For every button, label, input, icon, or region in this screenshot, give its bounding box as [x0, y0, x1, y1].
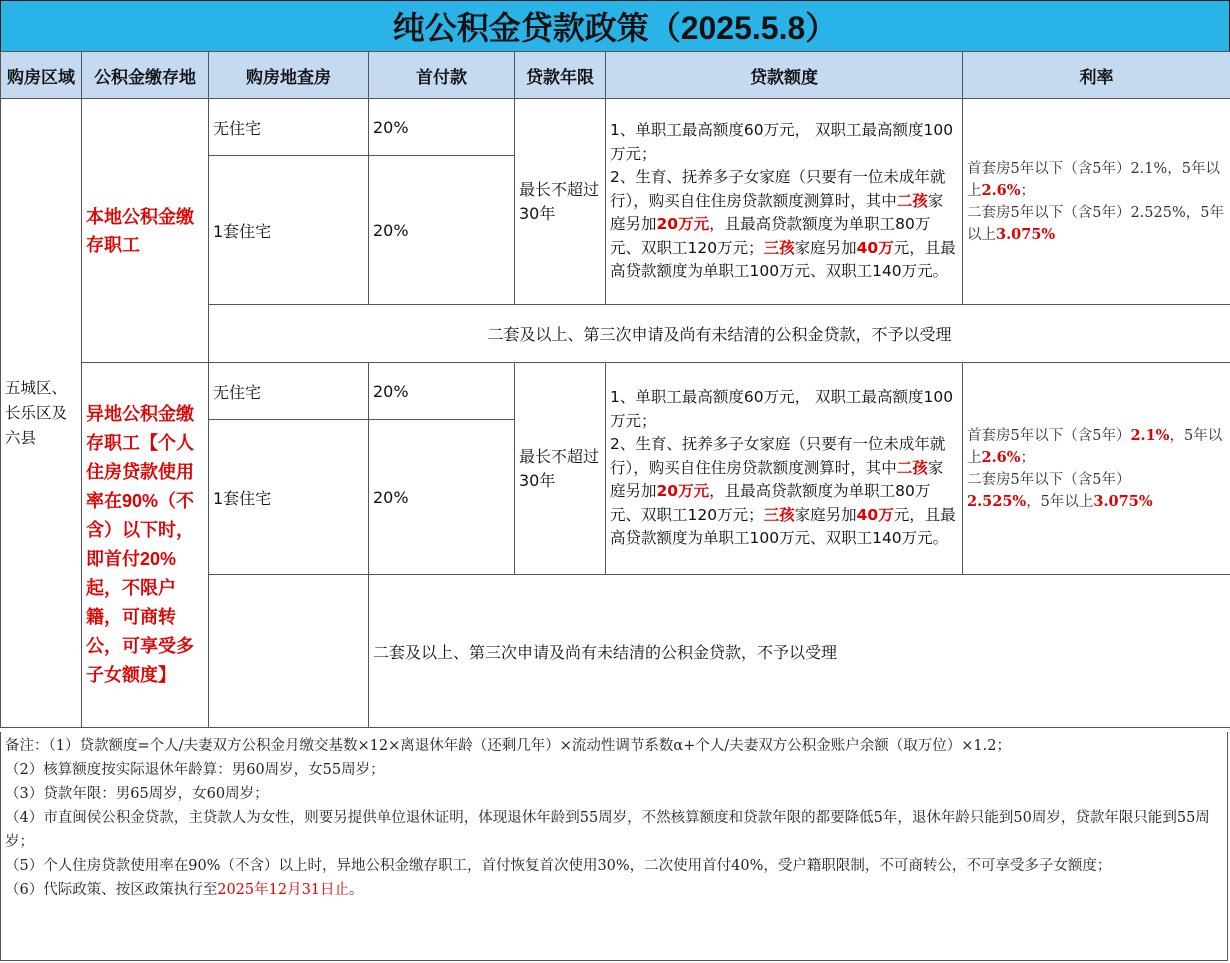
note-2: （2）核算额度按实际退休年龄算：男60周岁，女55周岁； — [5, 762, 385, 778]
note-6-deadline: 2025年12月31日止 — [217, 882, 350, 898]
rate-value: 2.1% — [1130, 426, 1170, 444]
quota-line-2: 2、生育、抚养多子女家庭（只要有一位未成年就行），购买自住住房贷款额度测算时，其中 — [610, 168, 946, 210]
rate-text: ； — [1020, 449, 1036, 466]
quota-kid2: 二孩 — [896, 191, 928, 210]
remote-quota — [606, 363, 963, 575]
header-deposit-place: 公积金缴存地 — [82, 52, 209, 99]
note-3: （3）贷款年限：男65周岁，女60周岁； — [5, 786, 269, 802]
quota-kid3: 三孩 — [763, 238, 795, 257]
remote-house-one: 1套住宅 — [209, 420, 369, 575]
remote-down-none: 20% — [369, 363, 515, 420]
table-row — [1, 363, 1230, 420]
note-5: （5）个人住房贷款使用率在90%（不含）以上时，异地公积金缴存职工，首付恢复首次使用30%，二次使用首付40%，受户籍职限制，不可商转公，不可享受多子女额度； — [5, 858, 1112, 874]
quota-add40: 40万 — [856, 238, 894, 257]
rate-text: 首套房5年以下（含5年） — [967, 427, 1131, 444]
quota-add20: 20万元 — [656, 482, 710, 501]
quota-text: 家庭另加 — [794, 505, 857, 524]
region-cell: 五城区、长乐区及六县 — [1, 99, 82, 728]
rate-text: 二套房5年以下（含5年）2.525%，5年以上 — [967, 204, 1224, 243]
header-down-payment: 首付款 — [369, 52, 515, 99]
header-house-check: 购房地查房 — [209, 52, 369, 99]
rate-text: ； — [1020, 182, 1036, 199]
local-house-none: 无住宅 — [209, 99, 369, 156]
remote-rate — [963, 363, 1230, 575]
remote-deposit-label: 异地公积金缴存职工【个人住房贷款使用率在90%（不含）以下时，即首付20%起，不限户籍，可商转公，可享受多子女额度】 — [82, 363, 209, 728]
local-rate — [963, 99, 1230, 305]
rate-text: 首套房5年以下（含5年）2.1%，5年以上 — [967, 160, 1221, 199]
page-title: 纯公积金贷款政策（2025.5.8） — [0, 0, 1230, 52]
quota-text: ，且最高贷款额度为单职工80万元、双职工120万元； — [610, 215, 931, 257]
quota-line-1: 1、单职工最高额度60万元， 双职工最高额度100万元； — [610, 121, 954, 163]
local-reject-note: 二套及以上、第三次申请及尚有未结清的公积金贷款，不予以受理 — [209, 305, 1230, 363]
rate-text: ，5年以上 — [1026, 493, 1094, 510]
quota-text: ，且最高贷款额度为单职工80万元、双职工120万元； — [610, 482, 931, 524]
local-term: 最长不超过30年 — [515, 99, 606, 305]
header-term: 贷款年限 — [515, 52, 606, 99]
empty-cell — [209, 575, 369, 728]
local-down-one: 20% — [369, 156, 515, 305]
quota-text: 家庭另加 — [610, 191, 944, 234]
remote-down-one: 20% — [369, 420, 515, 575]
quota-text: 元，且最高贷款额度为单职工100万元、双职工140万元。 — [610, 505, 956, 548]
quota-text: 元，且最高贷款额度为单职工100万元、双职工140万元。 — [610, 238, 956, 281]
rate-value: 2.6% — [981, 181, 1021, 199]
quota-add40: 40万 — [856, 505, 894, 524]
header-rate: 利率 — [963, 52, 1230, 99]
remote-term: 最长不超过30年 — [515, 363, 606, 575]
rate-text: ，5年以上 — [967, 427, 1223, 466]
quota-text: 家庭另加 — [794, 238, 857, 257]
policy-table — [0, 51, 1230, 728]
header-region: 购房区域 — [1, 52, 82, 99]
remote-reject-note: 二套及以上、第三次申请及尚有未结清的公积金贷款，不予以受理 — [369, 575, 1230, 728]
note-6-text: （6）代际政策、按区政策执行至 — [5, 882, 218, 898]
header-quota: 贷款额度 — [606, 52, 963, 99]
quota-line-1: 1、单职工最高额度60万元， 双职工最高额度100万元； — [610, 388, 954, 430]
local-deposit-label: 本地公积金缴存职工 — [82, 99, 209, 363]
quota-text: 家庭另加 — [610, 458, 944, 501]
rate-value: 3.075% — [1093, 492, 1153, 510]
quota-kid3: 三孩 — [763, 505, 795, 524]
note-6-end: 。 — [349, 882, 364, 898]
quota-kid2: 二孩 — [896, 458, 928, 477]
table-row — [1, 99, 1230, 156]
local-quota — [606, 99, 963, 305]
note-6 — [5, 878, 1223, 902]
header-row — [1, 52, 1230, 99]
local-down-none: 20% — [369, 99, 515, 156]
note-1: 备注：（1）贷款额度=个人/夫妻双方公积金月缴交基数×12×离退休年龄（还剩几年）×流动性调节系数α+个人/夫妻双方公积金账户余额（取万位）×1.2； — [5, 738, 1011, 754]
rate-value: 2.6% — [981, 448, 1021, 466]
quota-add20: 20万元 — [656, 215, 710, 234]
rate-value: 3.075% — [996, 225, 1056, 243]
quota-line-2: 2、生育、抚养多子女家庭（只要有一位未成年就行），购买自住住房贷款额度测算时，其中 — [610, 435, 946, 477]
rate-value: 2.525% — [967, 492, 1027, 510]
rate-text: 二套房5年以下（含5年） — [967, 471, 1131, 488]
note-4: （4）市直闽侯公积金贷款，主贷款人为女性，则要另提供单位退休证明，体现退休年龄到55周岁，不然核算额度和贷款年限的都要降低5年，退休年龄只能到50周岁，贷款年限只能到55周岁； — [5, 810, 1210, 850]
remote-house-none: 无住宅 — [209, 363, 369, 420]
notes-section — [0, 732, 1228, 961]
local-house-one: 1套住宅 — [209, 156, 369, 305]
